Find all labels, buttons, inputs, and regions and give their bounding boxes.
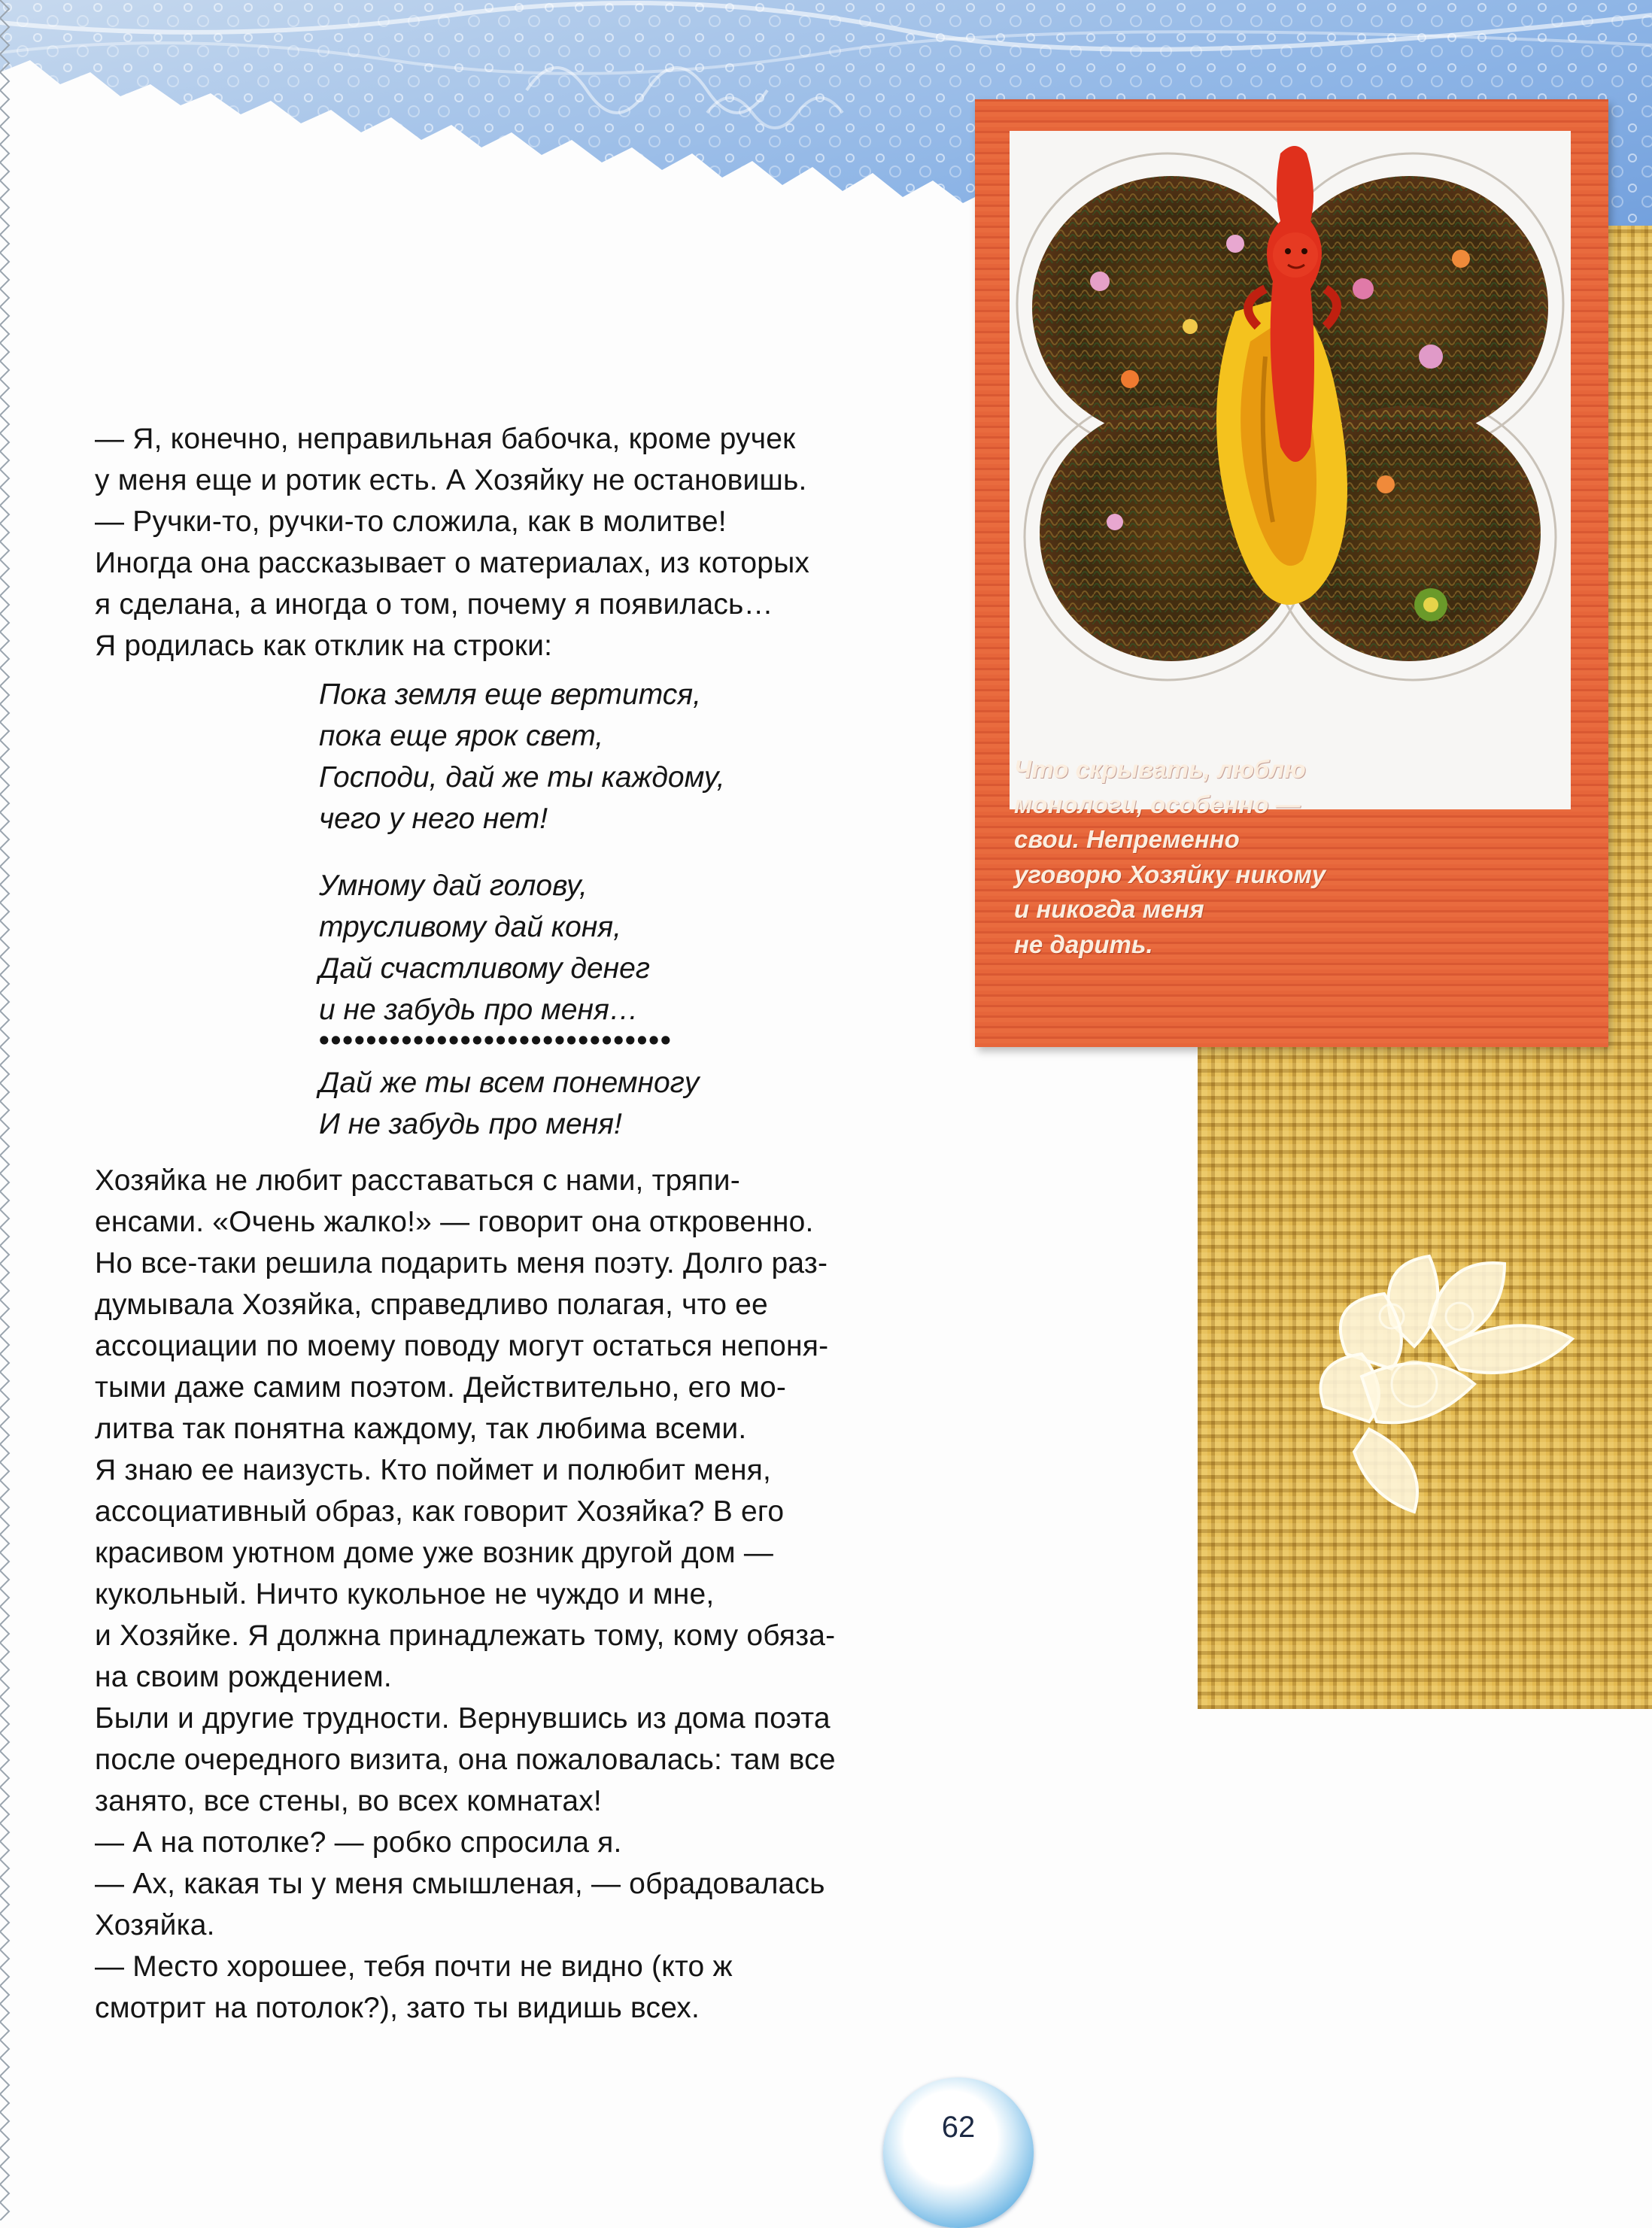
poem-line: И не забудь про меня! <box>319 1108 622 1140</box>
body-paragraph <box>95 1160 945 2029</box>
caption-line: Что скрывать, люблю <box>1014 755 1306 783</box>
text-line: литва так понятна каждому, так любима всеми. <box>95 1413 747 1445</box>
poem-separator: •••••••••••••••••••••••••••••• <box>319 1024 673 1057</box>
photo-caption <box>1014 752 1571 962</box>
poem-stanza <box>319 674 846 839</box>
text-line: после очередного визита, она пожаловалась: там все <box>95 1744 836 1776</box>
text-line: Хозяйка не любит расставаться с нами, тряпи- <box>95 1164 740 1197</box>
text-line: занято, все стены, во всех комнатах! <box>95 1785 602 1817</box>
page-number-badge <box>883 2078 1034 2228</box>
text-line: красивом уютном доме уже возник другой дом — <box>95 1537 774 1569</box>
poem-line: Дай же ты всем понемногу <box>319 1067 700 1099</box>
caption-line: свои. Непременно <box>1014 825 1240 853</box>
poem-line: и не забудь про меня… <box>319 994 639 1026</box>
text-line: — Ах, какая ты у меня смышленая, — обрадовалась <box>95 1868 825 1900</box>
caption-line: монологи, особенно — <box>1014 790 1301 818</box>
text-line: у меня еще и ротик есть. А Хозяйку не остановишь. <box>95 464 807 496</box>
text-line: — Ручки-то, ручки-то сложила, как в молитве! <box>95 505 727 538</box>
text-line: я сделана, а иногда о том, почему я появилась… <box>95 588 773 621</box>
poem-stanza <box>319 865 846 1031</box>
text-line: кукольный. Ничто кукольное не чуждо и мне, <box>95 1578 715 1610</box>
text-line: смотрит на потолок?), зато ты видишь всех. <box>95 1992 700 2024</box>
photo-card <box>975 99 1608 1047</box>
caption-line: уговорю Хозяйку никому <box>1014 860 1326 888</box>
text-line: — А на потолке? — робко спросила я. <box>95 1826 622 1859</box>
text-line: ассоциативный образ, как говорит Хозяйка? В его <box>95 1495 785 1528</box>
poem-line: пока еще ярок свет, <box>319 720 604 752</box>
text-line: Иногда она рассказывает о материалах, из которых <box>95 547 810 579</box>
text-line: — Я, конечно, неправильная бабочка, кроме ручек <box>95 423 796 455</box>
poem-line: чего у него нет! <box>319 803 548 835</box>
text-line: ассоциации по моему поводу могут остаться непоня- <box>95 1330 829 1362</box>
text-line: Были и другие трудности. Вернувшись из дома поэта <box>95 1702 831 1735</box>
text-line: думывала Хозяйка, справедливо полагая, что ее <box>95 1289 768 1321</box>
poem-line: Пока земля еще вертится, <box>319 678 701 711</box>
poem-line: Господи, дай же ты каждому, <box>319 761 725 794</box>
poem-stanza <box>319 1062 846 1145</box>
poem-line: Дай счастливому денег <box>319 952 651 985</box>
text-line: Я знаю ее наизусть. Кто поймет и полюбит меня, <box>95 1454 772 1486</box>
poem-line: трусливому дай коня, <box>319 911 621 943</box>
body-paragraph <box>95 418 945 666</box>
caption-line: не дарить. <box>1014 930 1153 958</box>
page-number: 62 <box>941 2111 976 2144</box>
butterfly-doll-photo <box>1010 131 1571 703</box>
text-line: Хозяйка. <box>95 1909 215 1941</box>
text-line: на своим рождением. <box>95 1661 392 1693</box>
text-line: Я родилась как отклик на строки: <box>95 630 553 662</box>
text-line: — Место хорошее, тебя почти не видно (кто ж <box>95 1950 733 1983</box>
poem-line: Умному дай голову, <box>319 870 588 902</box>
caption-line: и никогда меня <box>1014 895 1204 923</box>
text-line: и Хозяйке. Я должна принадлежать тому, кому обяза- <box>95 1619 836 1652</box>
photo-frame <box>1010 131 1571 809</box>
text-line: Но все-таки решила подарить меня поэту. Долго раз- <box>95 1247 828 1279</box>
text-line: енсами. «Очень жалко!» — говорит она откровенно. <box>95 1206 814 1238</box>
pinked-page-edge <box>0 0 17 2220</box>
lace-flower-ornament <box>1279 1234 1610 1527</box>
text-line: тыми даже самим поэтом. Действительно, его мо- <box>95 1371 787 1404</box>
